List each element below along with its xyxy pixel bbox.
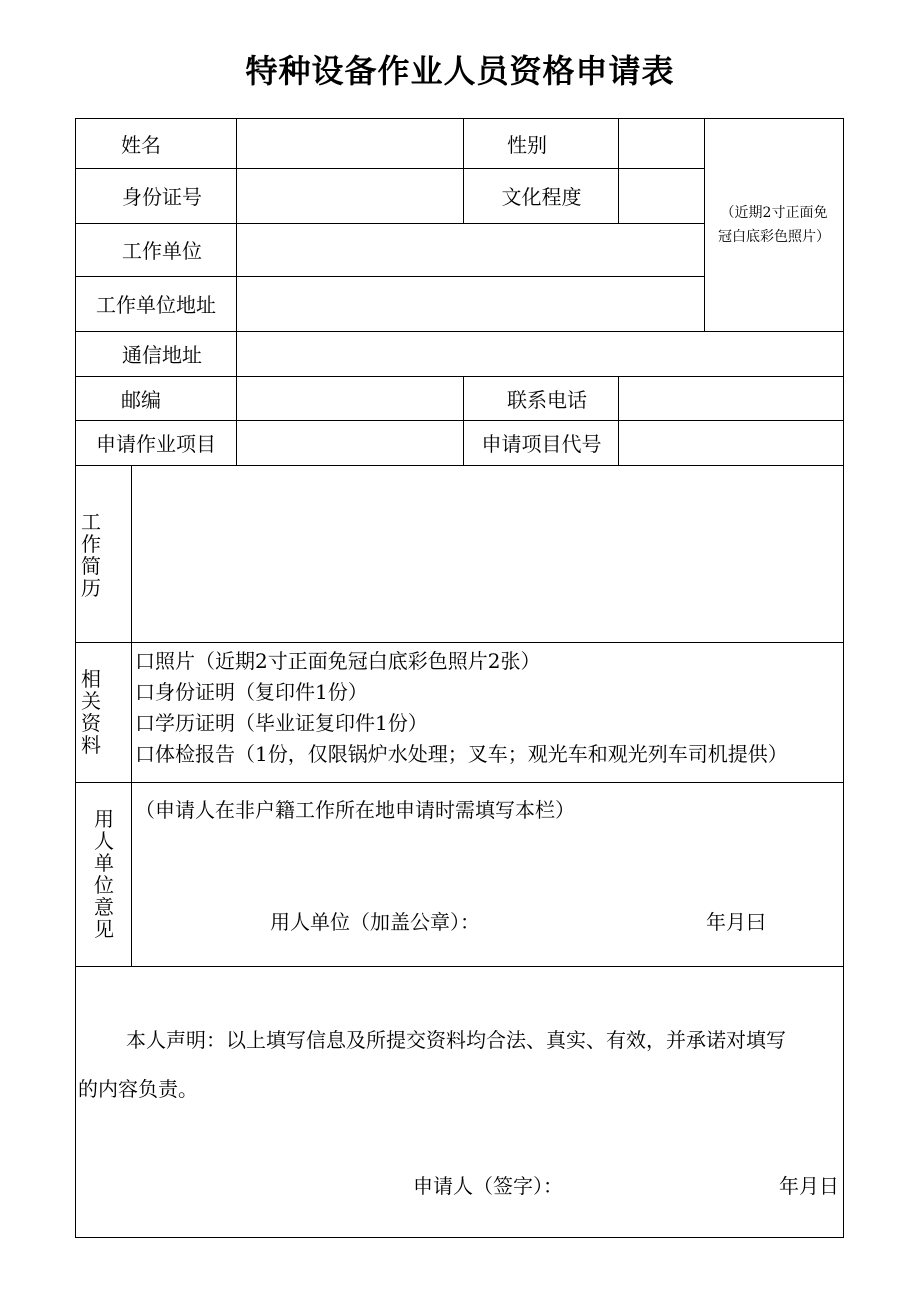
row-divider — [75, 782, 844, 783]
material-item-medical[interactable]: 口体检报告（1份，仅限锅炉水处理；叉车；观光车和观光列车司机提供） — [135, 742, 788, 766]
gender-input[interactable] — [619, 119, 704, 168]
table-border-bottom — [75, 1237, 844, 1238]
row-divider — [75, 966, 844, 967]
employer-address-input[interactable] — [237, 277, 704, 331]
name-label: 姓名 — [121, 132, 161, 157]
mailing-address-label: 通信地址 — [122, 343, 202, 367]
apply-code-input[interactable] — [619, 421, 843, 465]
material-item-photo[interactable]: 口照片（近期2寸正面免冠白底彩色照片2张） — [135, 649, 541, 673]
employer-label: 工作单位 — [122, 239, 202, 263]
phone-input[interactable] — [619, 377, 843, 420]
declaration-line1: 本人声明：以上填写信息及所提交资料均合法、真实、有效，并承诺对填写 — [126, 1028, 786, 1052]
applicant-signature-label: 申请人（签字）： — [413, 1174, 563, 1198]
form-title: 特种设备作业人员资格申请表 — [245, 52, 675, 90]
apply-item-label: 申请作业项目 — [96, 432, 216, 456]
row-divider — [75, 642, 844, 643]
materials-label: 相关资料 — [81, 667, 101, 757]
postcode-input[interactable] — [237, 377, 463, 420]
employer-opinion-note: （申请人在非户籍工作所在地申请时需填写本栏） — [135, 798, 575, 822]
gender-label: 性别 — [507, 132, 547, 157]
apply-item-input[interactable] — [237, 421, 463, 465]
applicant-date-label: 年月日 — [779, 1174, 839, 1198]
photo-placeholder[interactable] — [705, 201, 843, 249]
education-label: 文化程度 — [501, 185, 582, 209]
employer-seal-label: 用人单位（加盖公章）： — [270, 910, 480, 934]
material-item-id[interactable]: 口身份证明（复印件1份） — [135, 680, 368, 704]
employer-opinion-label: 用人单位意见 — [94, 807, 114, 941]
table-border-right — [843, 118, 844, 1237]
education-input[interactable] — [619, 169, 704, 223]
id-number-input[interactable] — [237, 169, 463, 223]
employer-address-label: 工作单位地址 — [96, 293, 216, 317]
postcode-label: 邮编 — [121, 387, 161, 412]
photo-note-line1: （近期2寸正面免 — [720, 205, 828, 221]
photo-note-line2: 冠白底彩色照片） — [718, 229, 830, 245]
employer-date-label: 年月曰 — [706, 910, 766, 934]
apply-code-label: 申请项目代号 — [481, 432, 602, 456]
phone-label: 联系电话 — [507, 387, 587, 412]
employer-input[interactable] — [237, 224, 704, 276]
work-history-label: 工作简历 — [81, 510, 101, 600]
material-item-education[interactable]: 口学历证明（毕业证复印件1份） — [135, 711, 428, 735]
id-number-label: 身份证号 — [122, 185, 202, 209]
work-history-input[interactable] — [132, 466, 843, 642]
declaration-line2: 的内容负责。 — [78, 1077, 198, 1101]
name-input[interactable] — [237, 119, 463, 168]
mailing-address-input[interactable] — [237, 332, 843, 376]
